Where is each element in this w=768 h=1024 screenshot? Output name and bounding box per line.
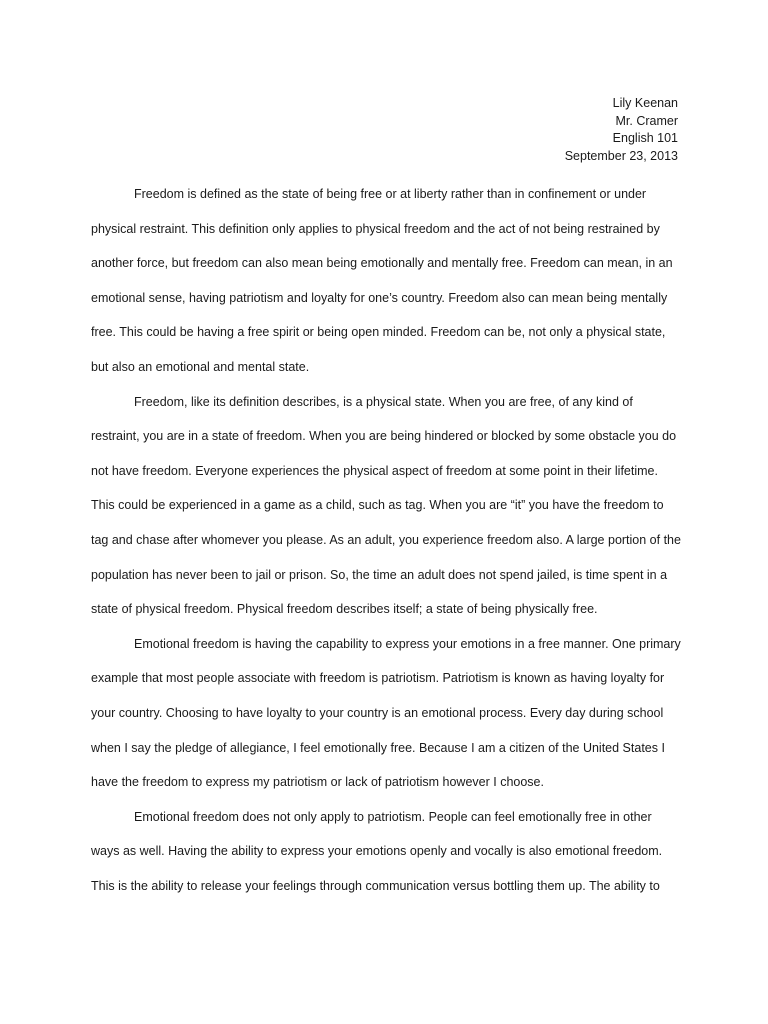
essay-body — [91, 177, 683, 903]
author-name: Lily Keenan — [612, 96, 678, 110]
course-name: English 101 — [612, 131, 678, 145]
paragraph: Emotional freedom is having the capability to express your emotions in a free manner. One primary example that most people associate with freedom is patriotism. Patriotism is known as having loyalty for your country. Choosing to have loyalty to your country is an emotional process. Every day during school when I say the pledge of allegiance, I feel emotionally free. Because I am a citizen of the United States I have the freedom to express my patriotism or lack of patriotism however I choose. — [91, 636, 681, 790]
paragraph: Freedom is defined as the state of being free or at liberty rather than in confinement or under physical restraint. This definition only applies to physical freedom and the act of not being restrained by another force, but freedom can also mean being emotionally and mentally free. Freedom can mean, in an emotional sense, having patriotism and loyalty for one’s country. Freedom also can mean being mentally free. This could be having a free spirit or being open minded. Freedom can be, not only a physical state, but also an emotional and mental state. — [91, 187, 673, 374]
essay-date: September 23, 2013 — [564, 148, 678, 163]
essay-header — [565, 95, 678, 165]
paragraph: Freedom, like its definition describes, is a physical state. When you are free, of any kind of restraint, you are in a state of freedom. When you are being hindered or blocked by some obstacle you do not have freedom. Everyone experiences the physical aspect of freedom at some point in their lifetime. This could be experienced in a game as a child, such as tag. When you are “it” you have the freedom to tag and chase after whomever you please. As an adult, you experience freedom also. A large portion of the population has never been to jail or prison. So, the time an adult does not spend jailed, is time spent in a state of physical freedom. Physical freedom describes itself; a state of being physically free. — [91, 394, 681, 617]
instructor-name: Mr. Cramer — [615, 113, 678, 128]
paragraph: Emotional freedom does not only apply to patriotism. People can feel emotionally free in other ways as well. Having the ability to express your emotions openly and vocally is also emotional freedom. This is the ability to release your feelings through communication versus bottling them up. The ability to — [91, 809, 663, 893]
